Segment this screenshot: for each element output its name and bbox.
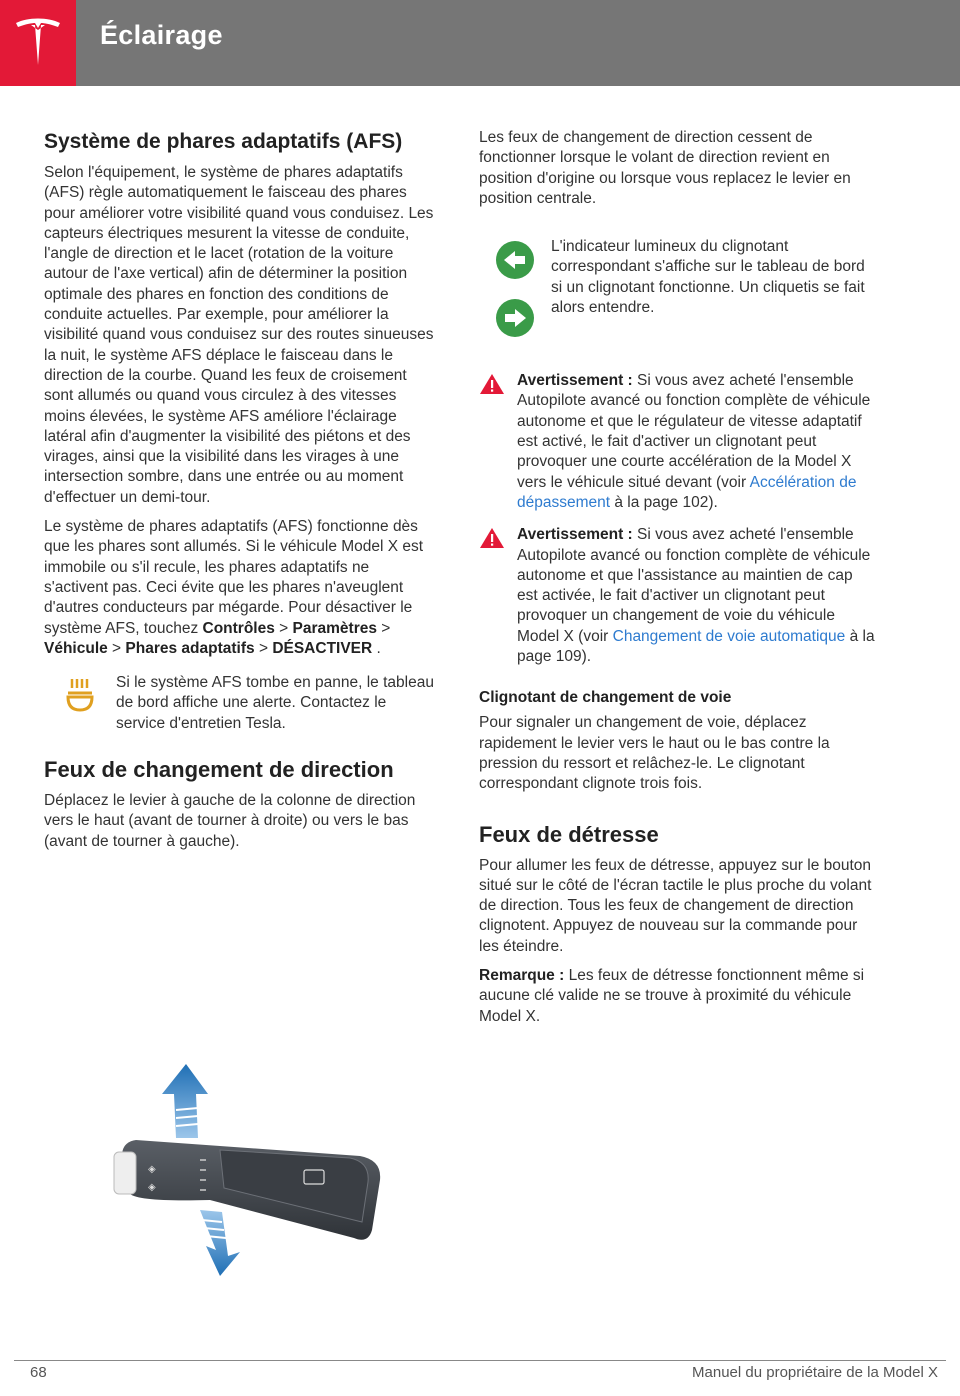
afs-paragraph-2: Le système de phares adaptatifs (AFS) fonctionne dès que les phares sont allumés. Si le véhicule Model X est immobile ou s'il recule, les phares adaptatifs ne s'activent pas. Ceci évite que les phares n'aveuglent d'autres conducteurs par mégarde. Pour désactiver le système AFS, touchez Contrôles > Paramètres > Véhicule > Phares adaptatifs > DÉSACTIVER . bbox=[44, 518, 424, 657]
page-title: Éclairage bbox=[100, 20, 223, 50]
manual-title: Manuel du propriétaire de la Model X bbox=[692, 1364, 938, 1381]
afs-paragraph-1: Selon l'équipement, le système de phares adaptatifs (AFS) règle automatiquement le faisceau des phares pour améliorer votre visibilité quand vous conduisez. Les capteurs électriques mesurent la vitesse de conduite, l'angle de direction et le lacet (rotation de la voiture autour de l'axe vertical) afin de déterminer la position optimale des phares en fonction des conditions de conduite actuelles. Par exemple, pour améliorer la visibilité quand vous conduisez sur des routes sinueuses la nuit, le système AFS déplace le faisceau dans le direction de la courbe. Quand les feux de croisement sont allumés ou quand vous circulez à des vitesses moins élevées, le système AFS améliore l'éclairage latéral afin d'augmenter la visibilité des piétons et des virages, ainsi que la visibilité dans les virages à une intersection sombre, dans une entrée ou au moment d'effectuer un demi-tour. bbox=[44, 164, 434, 506]
link-changement-voie-automatique[interactable]: Changement de voie automatique bbox=[612, 627, 846, 645]
turn-signals-paragraph-1: Déplacez le levier à gauche de la colonne de direction vers le haut (avant de tourner à droite) ou vers le bas (avant de tourner à gauche). bbox=[44, 792, 416, 850]
lane-change-paragraph: Pour signaler un changement de voie, déplacez rapidement le levier vers le haut ou le bas contre la pression du ressort et relâchez-le. Le clignotant correspondant clignote trois fois. bbox=[479, 714, 830, 793]
hazard-paragraph: Pour allumer les feux de détresse, appuyez sur le bouton situé sur le côté de l'écran tactile le plus proche du volant de direction. Tous les feux de changement de direction clignotent. Appuyez de nouveau sur la commande pour les éteindre. bbox=[479, 856, 872, 955]
page-number: 68 bbox=[30, 1364, 47, 1381]
path-vehicule: Véhicule bbox=[44, 639, 108, 657]
afs-heading: Système de phares adaptatifs (AFS) bbox=[44, 130, 403, 153]
footer-divider bbox=[14, 1360, 946, 1361]
turn-indicator-text: L'indicateur lumineux du clignotant correspondant s'affiche sur le tableau de bord si un clignotant fonctionne. Un cliquetis se fait alors entendre. bbox=[551, 238, 865, 317]
left-column bbox=[44, 128, 436, 861]
hazard-heading: Feux de détresse bbox=[479, 821, 659, 847]
path-desactiver: DÉSACTIVER bbox=[272, 639, 373, 657]
warning-triangle-icon bbox=[479, 371, 517, 513]
tesla-logo bbox=[0, 0, 76, 86]
svg-text:◈: ◈ bbox=[148, 1164, 156, 1175]
turn-signals-paragraph-2: Les feux de changement de direction cessent de fonctionner lorsque le volant de direction revient en position d'origine ou lorsque vous replacez le levier en position centrale. bbox=[479, 129, 851, 207]
warning-2-label: Avertissement : bbox=[517, 526, 633, 544]
turn-indicator-note bbox=[479, 237, 875, 337]
turn-signal-stalk-illustration bbox=[100, 1060, 400, 1280]
path-parametres: Paramètres bbox=[292, 619, 377, 637]
afs-warning-lamp-icon bbox=[44, 673, 116, 713]
left-turn-indicator-icon bbox=[496, 241, 534, 279]
svg-text:◈: ◈ bbox=[148, 1182, 156, 1193]
warning-triangle-icon bbox=[479, 525, 517, 667]
link-acceleration-depassement[interactable]: Accélération de dépassement bbox=[517, 473, 857, 511]
warning-1-label: Avertissement : bbox=[517, 372, 633, 390]
afs-note bbox=[44, 673, 436, 734]
afs-note-text: Si le système AFS tombe en panne, le tableau de bord affiche une alerte. Contactez le service d'entretien Tesla. bbox=[116, 674, 434, 732]
turn-signals-heading: Feux de changement de direction bbox=[44, 757, 394, 783]
warning-1: Avertissement : Si vous avez acheté l'ensemble Autopilote avancé ou fonction complète de véhicule autonome et que le régulateur de vitesse adaptatif est activé, le fait d'activer un clignotant peut provoquer une courte accélération de la Model X vers le véhicule situé devant (voir Accélération de dépassement à la page 102). bbox=[479, 371, 875, 513]
page-header bbox=[0, 0, 960, 86]
tesla-logo-icon bbox=[14, 17, 62, 69]
down-arrow-icon bbox=[200, 1210, 240, 1276]
path-controles: Contrôles bbox=[202, 619, 275, 637]
lane-change-heading: Clignotant de changement de voie bbox=[479, 689, 732, 707]
warning-2: Avertissement : Si vous avez acheté l'ensemble Autopilote avancé ou fonction complète de véhicule autonome et que l'assistance au maintien de cap est activée, le fait d'activer un clignotant peut provoquer un changement de voie du véhicule Model X (voir Changement de voie automatique à la page 109). bbox=[479, 525, 875, 667]
up-arrow-icon bbox=[162, 1064, 208, 1138]
right-column bbox=[479, 128, 875, 1036]
right-turn-indicator-icon bbox=[496, 299, 534, 337]
hazard-remark: Remarque : Les feux de détresse fonctionnent même si aucune clé valide ne se trouve à proximité du véhicule Model X. bbox=[479, 967, 865, 1025]
path-phares-adaptatifs: Phares adaptatifs bbox=[125, 639, 255, 657]
